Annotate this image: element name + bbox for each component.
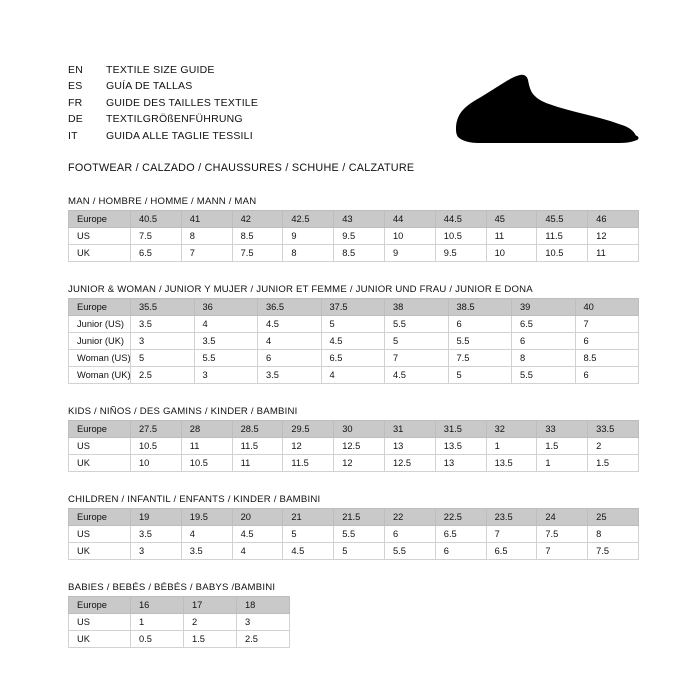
size-cell: 38.5 <box>448 299 512 316</box>
row-label: Europe <box>69 299 131 316</box>
size-cell: 11.5 <box>537 228 588 245</box>
size-cell: 4 <box>232 543 283 560</box>
size-cell: 12 <box>283 438 334 455</box>
size-cell: 1 <box>537 455 588 472</box>
table-row <box>69 526 639 543</box>
size-cell: 12.5 <box>384 455 435 472</box>
size-cell: 1 <box>131 614 184 631</box>
language-code: DE <box>68 113 83 126</box>
size-cell: 12 <box>588 228 639 245</box>
size-cell: 21.5 <box>334 509 385 526</box>
size-cell: 36.5 <box>258 299 322 316</box>
language-row <box>68 111 258 127</box>
size-cell: 11 <box>232 455 283 472</box>
table-row <box>69 509 639 526</box>
size-cell: 38 <box>385 299 449 316</box>
table-row <box>69 245 639 262</box>
size-cell: 3.5 <box>131 526 182 543</box>
size-cell: 6.5 <box>486 543 537 560</box>
size-cell: 6 <box>448 316 512 333</box>
size-cell: 45.5 <box>537 211 588 228</box>
size-cell: 19.5 <box>181 509 232 526</box>
size-cell: 9 <box>384 245 435 262</box>
size-cell: 2 <box>184 614 237 631</box>
language-title: TEXTILGRÖßENFÜHRUNG <box>106 113 243 126</box>
size-cell: 5.5 <box>512 367 576 384</box>
size-table-group <box>68 582 638 648</box>
row-label: Europe <box>69 597 131 614</box>
language-title: TEXTILE SIZE GUIDE <box>106 64 215 76</box>
size-cell: 4 <box>321 367 385 384</box>
size-cell: 5 <box>385 333 449 350</box>
size-cell: 4 <box>181 526 232 543</box>
size-cell: 4.5 <box>232 526 283 543</box>
size-cell: 44 <box>384 211 435 228</box>
size-cell: 42.5 <box>283 211 334 228</box>
size-table-group <box>68 196 638 262</box>
size-table-label: JUNIOR & WOMAN / JUNIOR Y MUJER / JUNIOR ET FEMME / JUNIOR UND FRAU / JUNIOR E DONA <box>68 284 533 296</box>
size-table-group <box>68 494 638 560</box>
row-label: US <box>69 438 131 455</box>
table-row <box>69 631 290 648</box>
table-row <box>69 299 639 316</box>
size-cell: 20 <box>232 509 283 526</box>
table-row <box>69 597 290 614</box>
size-cell: 4 <box>258 333 322 350</box>
language-title: GUIDE DES TAILLES TEXTILE <box>106 96 259 109</box>
size-cell: 39 <box>512 299 576 316</box>
table-row <box>69 614 290 631</box>
language-row <box>68 62 258 78</box>
size-cell: 35.5 <box>131 299 195 316</box>
size-cell: 9.5 <box>334 228 385 245</box>
size-cell: 13.5 <box>486 455 537 472</box>
size-cell: 1.5 <box>184 631 237 648</box>
size-cell: 7.5 <box>588 543 639 560</box>
size-cell: 33 <box>537 421 588 438</box>
row-label: UK <box>69 631 131 648</box>
size-cell: 18 <box>237 597 290 614</box>
table-row <box>69 211 639 228</box>
size-cell: 21 <box>283 509 334 526</box>
size-cell: 11 <box>588 245 639 262</box>
size-cell: 5 <box>283 526 334 543</box>
size-table-label: KIDS / NIÑOS / DES GAMINS / KINDER / BAMBINI <box>68 406 298 418</box>
size-cell: 28.5 <box>232 421 283 438</box>
size-cell: 10.5 <box>181 455 232 472</box>
size-cell: 10.5 <box>435 228 486 245</box>
row-label: US <box>69 526 131 543</box>
size-cell: 31 <box>384 421 435 438</box>
size-cell: 19 <box>131 509 182 526</box>
table-row <box>69 333 639 350</box>
size-cell: 8.5 <box>575 350 639 367</box>
size-cell: 3 <box>237 614 290 631</box>
size-cell: 4.5 <box>283 543 334 560</box>
table-row <box>69 367 639 384</box>
size-cell: 7.5 <box>537 526 588 543</box>
size-cell: 6 <box>258 350 322 367</box>
size-cell: 5 <box>321 316 385 333</box>
row-label: Europe <box>69 211 131 228</box>
size-cell: 11 <box>486 228 537 245</box>
size-cell: 3.5 <box>181 543 232 560</box>
size-cell: 1.5 <box>588 455 639 472</box>
size-cell: 6.5 <box>131 245 182 262</box>
size-cell: 22 <box>384 509 435 526</box>
size-cell: 33.5 <box>588 421 639 438</box>
size-cell: 12.5 <box>334 438 385 455</box>
row-label: Junior (US) <box>69 316 131 333</box>
language-title: GUÍA DE TALLAS <box>106 80 193 93</box>
size-cell: 3 <box>194 367 258 384</box>
size-cell: 10.5 <box>131 438 182 455</box>
size-cell: 12 <box>334 455 385 472</box>
language-code: ES <box>68 80 83 93</box>
size-cell: 6 <box>575 367 639 384</box>
size-cell: 8 <box>283 245 334 262</box>
size-table-group <box>68 406 638 472</box>
size-cell: 7.5 <box>232 245 283 262</box>
table-row <box>69 455 639 472</box>
size-cell: 17 <box>184 597 237 614</box>
size-cell: 1.5 <box>537 438 588 455</box>
size-cell: 4.5 <box>385 367 449 384</box>
size-cell: 37.5 <box>321 299 385 316</box>
language-row <box>68 128 258 144</box>
row-label: US <box>69 228 131 245</box>
size-cell: 6.5 <box>435 526 486 543</box>
size-cell: 2.5 <box>237 631 290 648</box>
size-cell: 5 <box>448 367 512 384</box>
size-cell: 6.5 <box>321 350 385 367</box>
size-cell: 6 <box>384 526 435 543</box>
size-cell: 3.5 <box>258 367 322 384</box>
size-cell: 13 <box>435 455 486 472</box>
row-label: Woman (UK) <box>69 367 131 384</box>
language-row <box>68 95 258 111</box>
size-cell: 8.5 <box>232 228 283 245</box>
size-cell: 3 <box>131 333 195 350</box>
size-cell: 40.5 <box>131 211 182 228</box>
size-cell: 6 <box>435 543 486 560</box>
size-cell: 4.5 <box>258 316 322 333</box>
size-cell: 43 <box>334 211 385 228</box>
row-label: UK <box>69 543 131 560</box>
language-code: EN <box>68 64 83 76</box>
language-title: GUIDA ALLE TAGLIE TESSILI <box>106 129 253 142</box>
size-table <box>68 210 639 262</box>
header <box>68 62 638 144</box>
row-label: Junior (UK) <box>69 333 131 350</box>
size-cell: 11.5 <box>232 438 283 455</box>
size-cell: 6 <box>575 333 639 350</box>
table-row <box>69 228 639 245</box>
size-cell: 2 <box>588 438 639 455</box>
row-label: Woman (US) <box>69 350 131 367</box>
size-cell: 9 <box>283 228 334 245</box>
size-cell: 8 <box>588 526 639 543</box>
size-cell: 7 <box>537 543 588 560</box>
size-cell: 31.5 <box>435 421 486 438</box>
row-label: Europe <box>69 421 131 438</box>
size-cell: 30 <box>334 421 385 438</box>
size-cell: 7 <box>575 316 639 333</box>
size-cell: 24 <box>537 509 588 526</box>
size-cell: 7.5 <box>448 350 512 367</box>
size-cell: 3.5 <box>131 316 195 333</box>
size-cell: 4.5 <box>321 333 385 350</box>
size-cell: 8 <box>181 228 232 245</box>
size-table <box>68 596 290 648</box>
size-cell: 5.5 <box>385 316 449 333</box>
size-cell: 5.5 <box>448 333 512 350</box>
size-cell: 6.5 <box>512 316 576 333</box>
size-cell: 5.5 <box>194 350 258 367</box>
size-cell: 10 <box>131 455 182 472</box>
size-cell: 5 <box>334 543 385 560</box>
size-cell: 42 <box>232 211 283 228</box>
language-code: IT <box>68 129 78 142</box>
size-table <box>68 508 639 560</box>
size-table <box>68 298 639 384</box>
size-cell: 29.5 <box>283 421 334 438</box>
size-table-label: CHILDREN / INFANTIL / ENFANTS / KINDER / BAMBINI <box>68 494 321 506</box>
size-cell: 46 <box>588 211 639 228</box>
size-cell: 5 <box>131 350 195 367</box>
size-cell: 9.5 <box>435 245 486 262</box>
table-row <box>69 421 639 438</box>
size-tables <box>68 196 638 648</box>
size-cell: 5.5 <box>334 526 385 543</box>
language-row <box>68 78 258 94</box>
dress-shoe-icon <box>448 70 648 145</box>
size-cell: 28 <box>181 421 232 438</box>
size-cell: 0.5 <box>131 631 184 648</box>
page-title: FOOTWEAR / CALZADO / CHAUSSURES / SCHUHE / CALZATURE <box>68 162 415 175</box>
size-cell: 27.5 <box>131 421 182 438</box>
row-label: UK <box>69 245 131 262</box>
size-cell: 23.5 <box>486 509 537 526</box>
table-row <box>69 316 639 333</box>
size-cell: 2.5 <box>131 367 195 384</box>
size-cell: 44.5 <box>435 211 486 228</box>
size-cell: 13.5 <box>435 438 486 455</box>
size-cell: 7.5 <box>131 228 182 245</box>
table-row <box>69 543 639 560</box>
size-cell: 10 <box>384 228 435 245</box>
size-table-group <box>68 284 638 384</box>
size-cell: 16 <box>131 597 184 614</box>
size-cell: 1 <box>486 438 537 455</box>
size-table-label: BABIES / BEBÉS / BÉBÉS / BABYS /BAMBINI <box>68 582 276 594</box>
size-cell: 45 <box>486 211 537 228</box>
table-row <box>69 438 639 455</box>
size-cell: 7 <box>486 526 537 543</box>
size-cell: 10.5 <box>537 245 588 262</box>
size-table <box>68 420 639 472</box>
size-cell: 22.5 <box>435 509 486 526</box>
size-cell: 8 <box>512 350 576 367</box>
size-cell: 25 <box>588 509 639 526</box>
table-row <box>69 350 639 367</box>
size-cell: 8.5 <box>334 245 385 262</box>
size-cell: 13 <box>384 438 435 455</box>
size-cell: 7 <box>181 245 232 262</box>
size-cell: 11.5 <box>283 455 334 472</box>
row-label: US <box>69 614 131 631</box>
size-cell: 3.5 <box>194 333 258 350</box>
size-cell: 40 <box>575 299 639 316</box>
size-cell: 6 <box>512 333 576 350</box>
size-cell: 32 <box>486 421 537 438</box>
row-label: UK <box>69 455 131 472</box>
row-label: Europe <box>69 509 131 526</box>
language-title-list <box>68 62 258 144</box>
size-cell: 7 <box>385 350 449 367</box>
size-cell: 5.5 <box>384 543 435 560</box>
size-cell: 11 <box>181 438 232 455</box>
size-cell: 10 <box>486 245 537 262</box>
language-code: FR <box>68 96 83 109</box>
size-table-label: MAN / HOMBRE / HOMME / MANN / MAN <box>68 196 257 208</box>
size-cell: 4 <box>194 316 258 333</box>
size-cell: 36 <box>194 299 258 316</box>
size-cell: 3 <box>131 543 182 560</box>
size-cell: 41 <box>181 211 232 228</box>
